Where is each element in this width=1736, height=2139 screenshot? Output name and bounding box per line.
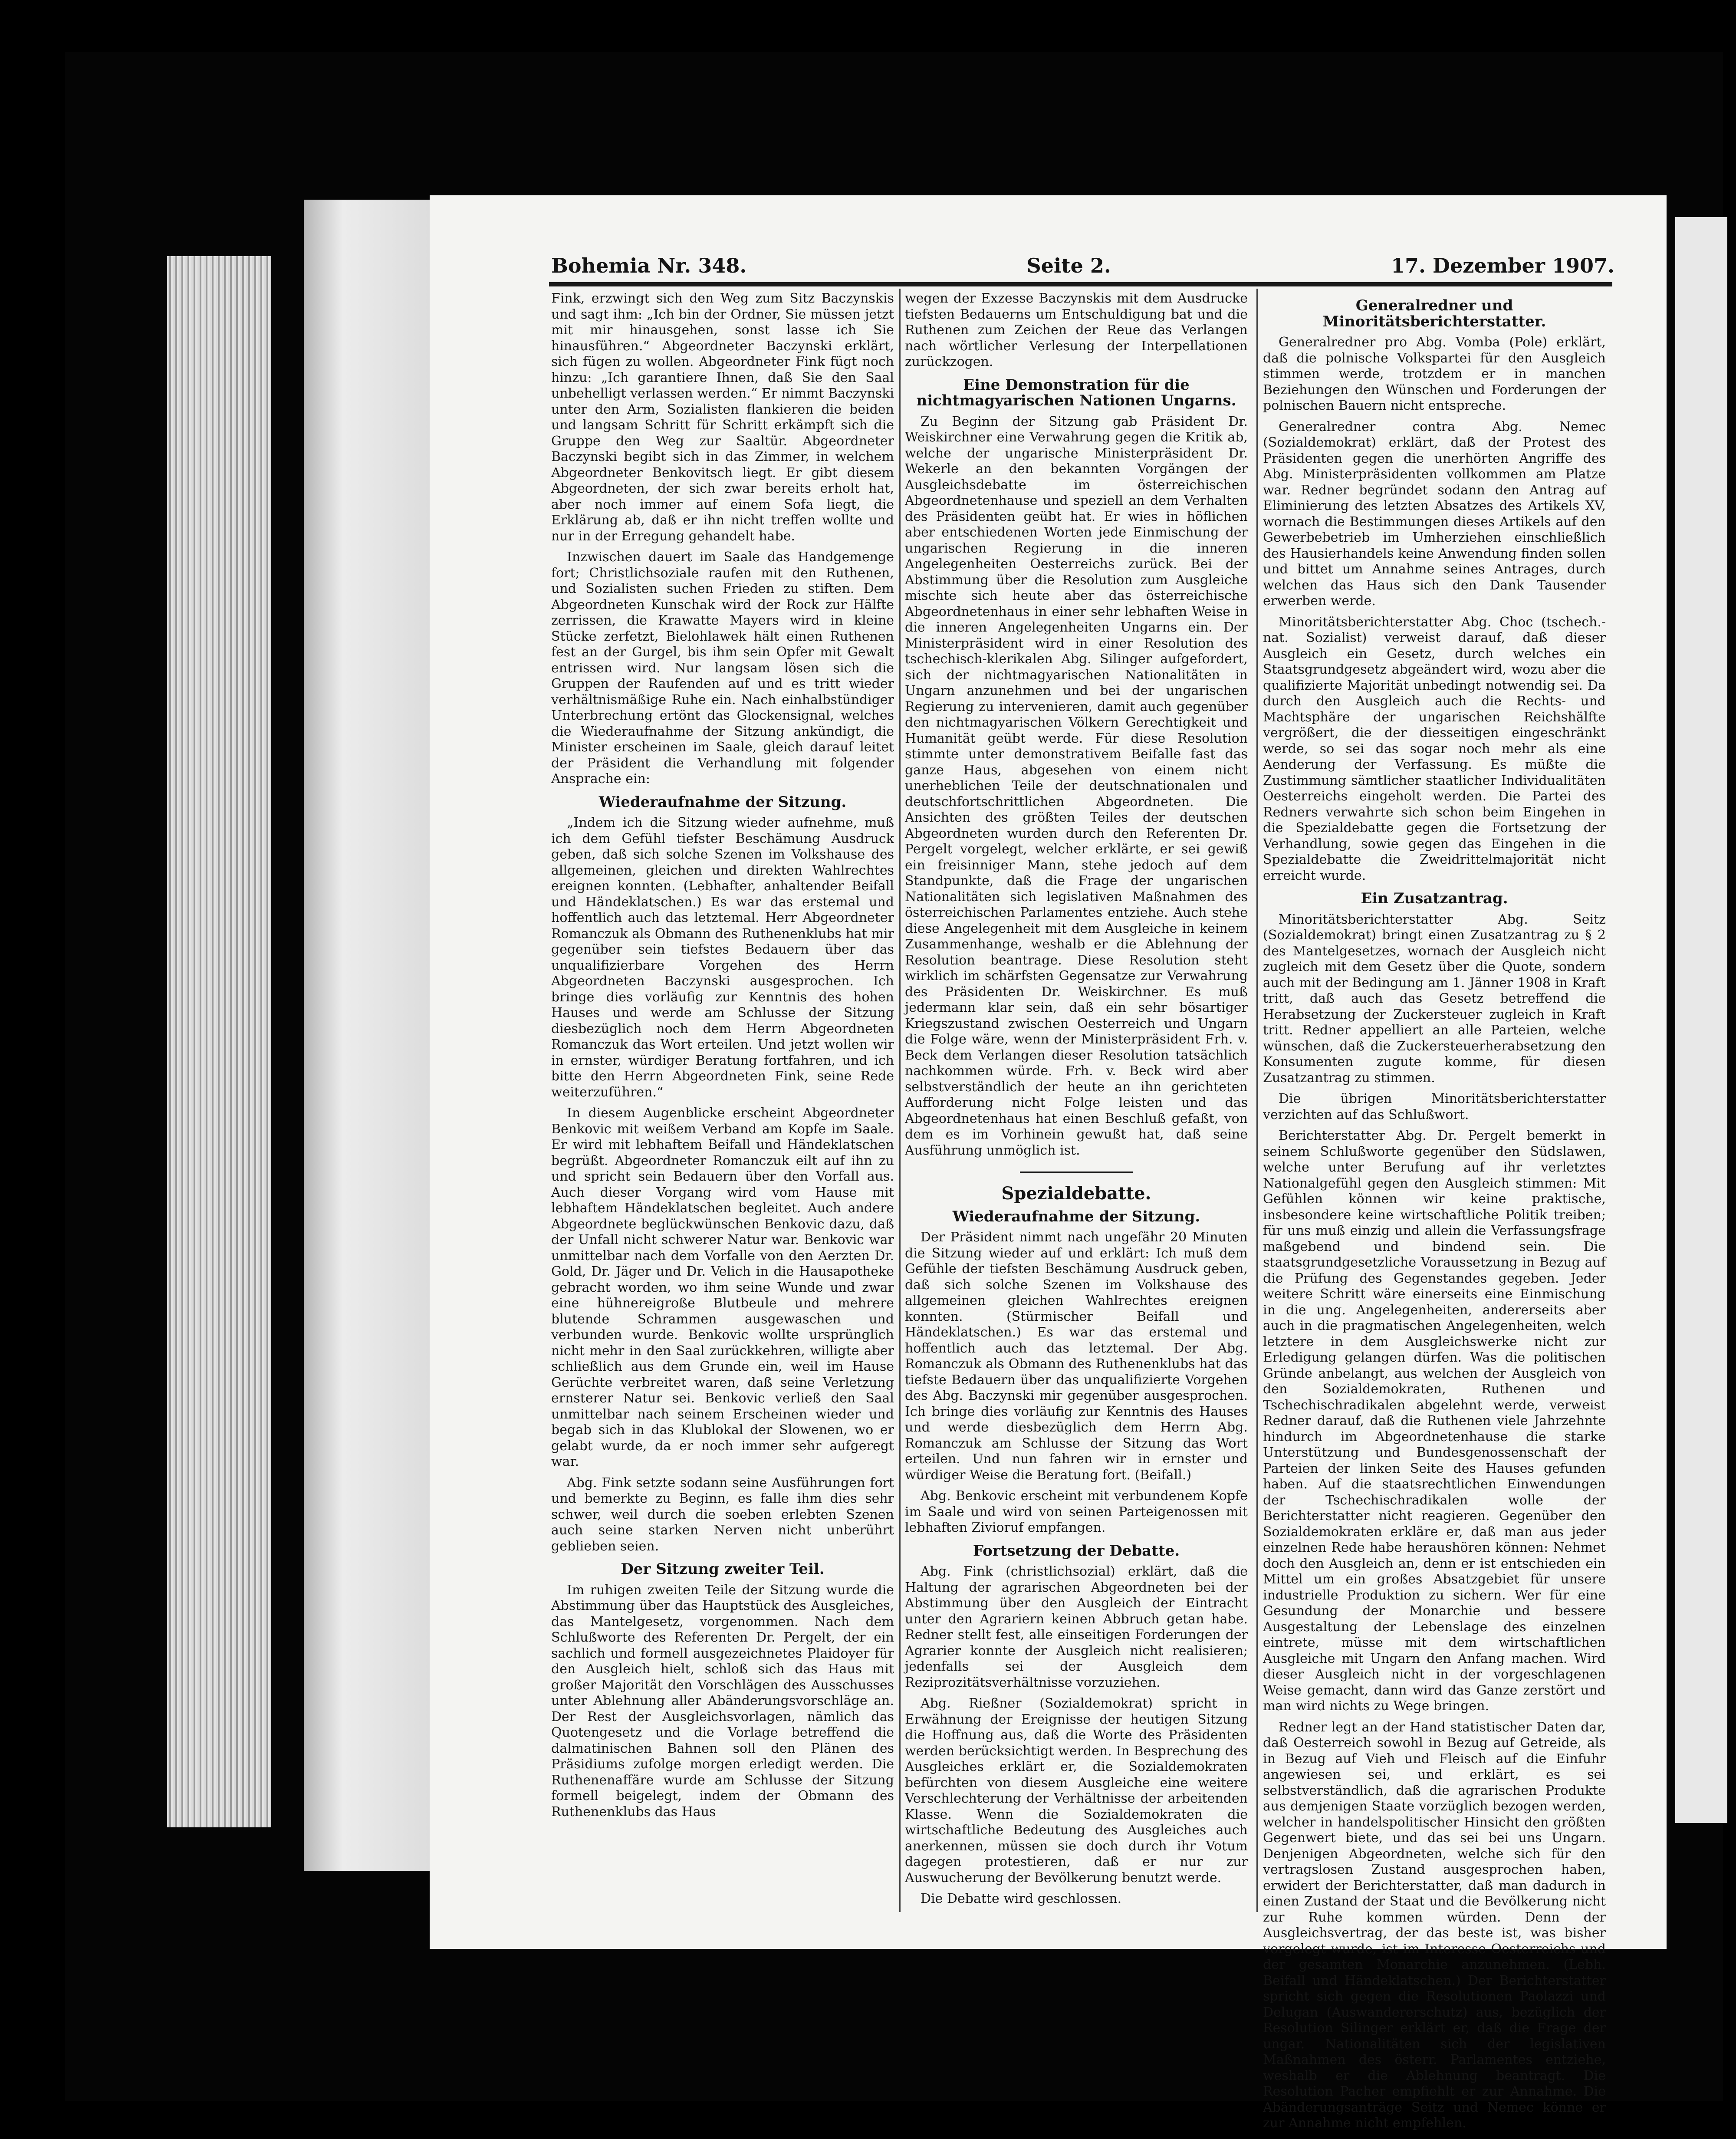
article-paragraph: Der Präsident nimmt nach ungefähr 20 Minuten die Sitzung wieder auf und erklärt: Ich muß dem Gefühle der tiefsten Beschämung Ausdruck geben, daß sich solche Szenen im Volkshause des allgemeinen gleichen Wahlrechtes ereignen konnten. (Stürmischer Beifall und Händeklatschen.) Es war das erstemal und hoffentlich auch das letztemal. Der Abg. Romanczuk als Obmann des Ruthenenklubs hat das tiefste Bedauern über das unqualifizierte Vorgehen des Abg. Baczynski mir gegenüber ausgesprochen. Ich bringe dies vorläufig zur Kenntnis des Hauses und werde diesbezüglich dem Herrn Abg. Romanczuk am Schlusse der Sitzung das Wort erteilen. Und nun fahren wir in ernster und würdiger Weise die Beratung fort. (Beifall.) bbox=[905, 1230, 1248, 1483]
article-paragraph: Generalredner pro Abg. Vomba (Pole) erklärt, daß die polnische Volkspartei für den Ausgleich stimmen werde, trotzdem er in manchen Beziehungen den Wünschen und Forderungen der polnischen Bauern nicht entspreche. bbox=[1263, 335, 1606, 413]
section-heading: Ein Zusatzantrag. bbox=[1361, 890, 1508, 907]
section-heading: Der Sitzung zweiter Teil. bbox=[621, 1560, 825, 1578]
article-paragraph: Inzwischen dauert im Saale das Handgemenge fort; Christlichsoziale raufen mit den Ruthenen, und Sozialisten suchen Frieden zu stiften. Dem Abgeordneten Kunschak wird der Rock zur Hälfte zerrissen, die Krawatte Mayers wird in kleine Stücke zerfetzt, Bielohlawek hält einen Ruthenen fest an der Gurgel, bis ihm sein Opfer mit Gewalt entrissen wird. Nur langsam lösen sich die Gruppen der Raufenden auf und es tritt wieder verhältnismäßige Ruhe ein. Nach einhalbstündiger Unterbrechung ertönt das Glockensignal, welches die Wiederaufnahme der Sitzung ankündigt, die Minister erscheinen im Saale, gleich darauf leitet der Präsident die Verhandlung mit folgender Ansprache ein: bbox=[551, 550, 894, 786]
page-header bbox=[551, 254, 1614, 280]
article-paragraph: Minoritätsberichterstatter Abg. Choc (tschech.-nat. Sozialist) verweist darauf, daß dieser Ausgleich ein Gesetz, durch welches ein Staatsgrundgesetz abgeändert wird, wozu aber die qualifizierte Majorität unbedingt notwendig sei. Da durch den Ausgleich auch die Rechts- und Machtsphäre der ungarischen Reichshälfte vergrößert, die der diesseitigen eingeschränkt werde, so sei das sogar noch mehr als eine Aenderung der Verfassung. Es müßte die Zustimmung sämtlicher staatlicher Individualitäten Oesterreichs eingeholt werden. Die Partei des Redners verwahrte sich schon beim Eingehen in die Spezialdebatte gegen die Fortsetzung der Verhandlung, sowie gegen das Eingehen in die Spezialdebatte die Zweidrittelmajorität nicht erreicht wurde. bbox=[1263, 614, 1606, 883]
section-heading: Wiederaufnahme der Sitzung. bbox=[598, 793, 847, 811]
article-paragraph: Die Debatte wird geschlossen. bbox=[921, 1891, 1122, 1906]
section-heading: Wiederaufnahme der Sitzung. bbox=[952, 1208, 1200, 1225]
section-heading: Fortsetzung der Debatte. bbox=[973, 1542, 1180, 1560]
article-paragraph: Abg. Fink setzte sodann seine Ausführungen fort und bemerkte zu Beginn, es falle ihm dies sehr schwer, weil durch die soeben erlebten Szenen auch seine starken Nerven nicht unberührt geblieben seien. bbox=[551, 1475, 894, 1554]
column-divider bbox=[899, 289, 901, 1912]
section-heading: Eine Demonstration für die nichtmagyarischen Nationen Ungarns. bbox=[916, 376, 1236, 409]
article-paragraph: „Indem ich die Sitzung wieder aufnehme, muß ich dem Gefühl tiefster Beschämung Ausdruck geben, daß sich solche Szenen im Volkshause des allgemeinen, gleichen und direkten Wahlrechtes ereignen konnten. (Lebhafter, anhaltender Beifall und Händeklatschen.) Es war das erstemal und hoffentlich auch das letztemal. Herr Abgeordneter Romanczuk als Obmann des Ruthenenklubs hat mir gegenüber sein tiefstes Bedauern über das unqualifizierbare Vorgehen des Herrn Abgeordneten Baczynski ausgesprochen. Ich bringe dies vorläufig zur Kenntnis des hohen Hauses und werde am Schlusse der Sitzung diesbezüglich noch dem Herrn Abgeordneten Romanczuk das Wort erteilen. Und jetzt wollen wir in ernster, würdiger Beratung fortfahren, und ich bitte den Herrn Abgeordneten Fink, seine Rede weiterzuführen.“ bbox=[551, 815, 894, 1100]
issue-date: 17. Dezember 1907. bbox=[1391, 254, 1614, 277]
article-paragraph: Abg. Fink (christlichsozial) erklärt, daß die Haltung der agrarischen Abgeordneten bei der Abstimmung über den Ausgleich der Eintracht unter den Agrariern keinen Abbruch getan habe. Redner stellt fest, alle einseitigen Forderungen der Agrarier konnte der Ausgleich nicht realisieren; jedenfalls sei der Ausgleich dem Reziprozitätsverhältnisse vorzuziehen. bbox=[905, 1564, 1248, 1690]
article-paragraph: In diesem Augenblicke erscheint Abgeordneter Benkovic mit weißem Verband am Kopfe im Saale. Er wird mit lebhaftem Beifall und Händeklatschen begrüßt. Abgeordneter Romanczuk eilt auf ihn zu und spricht sein Bedauern über den Vorfall aus. Auch dieser Vorgang wird vom Hause mit lebhaftem Händeklatschen begleitet. Auch andere Abgeordnete beglückwünschen Benkovic dazu, daß der Unfall nicht schwerer Natur war. Benkovic war unmittelbar nach dem Vorfalle von den Aerzten Dr. Gold, Dr. Jäger und Dr. Velich in die Hausapotheke gebracht worden, wo ihm seine Wunde und zwar eine hühnereigroße Blutbeule und mehrere blutende Schrammen ausgewaschen und verbunden wurde. Benkovic wollte ursprünglich nicht mehr in den Saal zurückkehren, willigte aber schließlich aus dem Grunde ein, weil im Hause Gerüchte verbreitet waren, daß seine Verletzung ernsterer Natur sei. Benkovic verließ den Saal unmittelbar nach seinem Erscheinen wieder und begab sich in das Klublokal der Slowenen, wo er gelabt wurde, da er noch immer sehr aufgeregt war. bbox=[551, 1106, 894, 1469]
article-paragraph: Abg. Rießner (Sozialdemokrat) spricht in Erwähnung der Ereignisse der heutigen Sitzung die Hoffnung aus, daß die Worte des Präsidenten werden berücksichtigt werden. In Besprechung des Ausgleiches erklärt er, die Sozialdemokraten befürchten von diesem Ausgleiche eine weitere Verschlechterung der Verhältnisse der arbeitenden Klasse. Wenn die Sozialdemokraten die wirtschaftliche Bedeutung des Ausgleiches auch anerkennen, müssen sie doch durch ihr Votum dagegen protestieren, daß er nur zur Auswucherung der Bevölkerung benutzt werde. bbox=[905, 1696, 1248, 1886]
article-paragraph: Abg. Benkovic erscheint mit verbundenem Kopfe im Saale und wird von seinen Parteigenossen mit lebhaften Zivioruf empfangen. bbox=[905, 1488, 1248, 1535]
article-paragraph: Die übrigen Minoritätsberichterstatter verzichten auf das Schlußwort. bbox=[1263, 1091, 1606, 1122]
column-3 bbox=[1263, 291, 1606, 2131]
article-paragraph: Minoritätsberichterstatter Abg. Seitz (Sozialdemokrat) bringt einen Zusatzantrag zu § 2 des Mantelgesetzes, wornach der Ausgleich nicht zugleich mit dem Gesetz über die Quote, sondern auch mit der Bedingung am 1. Jänner 1908 in Kraft tritt, daß auch das Gesetz betreffend die Herabsetzung der Zuckersteuer zugleich in Kraft tritt. Redner appelliert an alle Parteien, welche wünschen, daß die Zuckersteuerherabsetzung den Konsumenten zugute komme, für diesen Zusatzantrag zu stimmen. bbox=[1263, 912, 1606, 1086]
article-paragraph: Im ruhigen zweiten Teile der Sitzung wurde die Abstimmung über das Hauptstück des Ausgleiches, das Mantelgesetz, vorgenommen. Nach dem Schlußworte des Referenten Dr. Pergelt, der ein sachlich und formell ausgezeichnetes Plaidoyer für den Ausgleich hielt, schloß sich das Haus mit großer Majorität den Vorschlägen des Ausschusses unter Ablehnung aller Abänderungsvorschläge an. Der Rest der Ausgleichsvorlagen, nämlich das Quotengesetz und die Vorlage betreffend die dalmatinischen Bahnen soll den Plänen des Präsidiums zufolge morgen erledigt werden. Die Ruthenenaffäre wurde am Schlusse der Sitzung formell beigelegt, indem der Obmann des Ruthenenklubs das Haus bbox=[551, 1582, 894, 1820]
page-number: Seite 2. bbox=[1026, 254, 1111, 277]
book-binding bbox=[304, 200, 434, 1871]
adjacent-page-edge bbox=[1675, 217, 1727, 1823]
column-divider bbox=[1256, 289, 1258, 1912]
newspaper-issue: Bohemia Nr. 348. bbox=[551, 254, 747, 277]
article-paragraph: wegen der Exzesse Baczynskis mit dem Ausdrucke tiefsten Bedauerns um Entschuldigung bat und die Ruthenen zum Zeichen der Reue das Verlangen nach wörtlicher Verlesung der Interpellationen zurückzogen. bbox=[905, 291, 1248, 369]
column-2 bbox=[905, 291, 1248, 1905]
article-paragraph: Redner legt an der Hand statistischer Daten dar, daß Oesterreich sowohl in Bezug auf Getreide, als in Bezug auf Vieh und Fleisch auf die Einfuhr angewiesen sei, und erklärt, es sei selbstverständlich, daß die agrarischen Produkte aus demjenigen Staate vorzüglich bezogen werden, welcher in handelspolitischer Hinsicht den größten Gegenwert biete, und das sei bei uns Ungarn. Denjenigen Abgeordneten, welche sich für den vertragslosen Zustand ausgesprochen haben, erwidert der Berichterstatter, daß man dadurch in einen Zustand der Staat und die Bevölkerung nicht zur Ruhe kommen würden. Denn der Ausgleichsvertrag, der das beste ist, was bisher vorgelegt wurde, ist im Interesse Oesterreichs und der gesamten Monarchie anzunehmen. (Lebh. Beifall und Händeklatschen.) Der Berichterstatter spricht sich gegen die Resolutionen Paolazzi und Delugan (Auswandererschutz) aus, bezüglich der Resolution Silinger erklärt er, daß die Frage der ungar. Nationalitäten sich der legislativen Maßnahmen des österr. Parlamentes entziehe, weshalb er die Ablehnung beantragt. Die Resolution Pacher empfiehlt er zur Annahme. Die Abänderungsanträge Seitz und Nemec könne er zur Annahme nicht empfehlen. bbox=[1263, 1719, 1606, 2131]
article-paragraph: Fink, erzwingt sich den Weg zum Sitz Baczynskis und sagt ihm: „Ich bin der Ordner, Sie müssen jetzt mit mir hinausgehen, sonst lasse ich Sie hinausführen.“ Abgeordneter Baczynski erklärt, sich fügen zu wollen. Abgeordneter Fink fügt noch hinzu: „Ich garantiere Ihnen, daß Sie den Saal unbehelligt verlassen werden.“ Er nimmt Baczynski unter den Arm, Sozialisten flankieren die beiden und langsam Schritt für Schritt erkämpft sich die Gruppe den Weg zur Saaltür. Abgeordneter Baczynski begibt sich in das Zimmer, in welchem Abgeordneter Benkovitsch liegt. Er gibt diesem Abgeordneten, der sich zwar bereits erholt hat, aber noch immer auf einem Sofa liegt, die Erklärung ab, daß er ihn nicht treffen wollte und nur in der Erregung gehandelt habe. bbox=[551, 291, 894, 544]
column-1 bbox=[551, 291, 894, 1905]
article-paragraph: Berichterstatter Abg. Dr. Pergelt bemerkt in seinem Schlußworte gegenüber den Südslawen, welche unter Berufung auf ihr verletztes Nationalgefühl gegen den Ausgleich stimmen: Mit Gefühlen können wir keine praktische, insbesondere keine wirtschaftliche Politik treiben; für uns muß einzig und allein die Verfassungsfrage maßgebend und bindend sein. Die staatsgrundgesetzliche Voraussetzung in Bezug auf die Prüfung des Gegenstandes gegeben. Jeder weitere Schritt wäre einerseits eine Einmischung in die ung. Angelegenheiten, andererseits aber auch in die pragmatischen Angelegenheiten, welch letztere in dem Ausgleichswerke nicht zur Erledigung gelangen dürfen. Was die politischen Gründe anbelangt, aus welchen der Ausgleich von den Sozialdemokraten, Ruthenen und Tschechischradikalen abgelehnt werde, verweist Redner darauf, daß die Ruthenen viele Jahrzehnte hindurch im Abgeordnetenhause die starke Unterstützung und Bundesgenossenschaft der Parteien der linken Seite des Hauses gefunden haben. Auf die staatsrechtlichen Einwendungen der Tschechischradikalen wolle der Berichterstatter nicht reagieren. Gegenüber den Sozialdemokraten erkläre er, daß man aus jeder einzelnen Rede habe heraushören können: Nehmet doch den Ausgleich an, denn er ist entschieden ein Mittel um ein großes Absatzgebiet für unsere industrielle Produktion zu sichern. Wer für eine Gesundung der Monarchie und bessere Ausgestaltung der Lebenslage des einzelnen eintrete, müsse mit dem wirtschaftlichen Ausgleiche mit Ungarn den Anfang machen. Wird dieser Ausgleich nicht in der vorgeschlagenen Weise gemacht, dann wird das Ganze zerstört und man wird nichts zu Wege bringen. bbox=[1263, 1128, 1606, 1714]
section-heading: Generalredner und Minoritätsberichterstatter. bbox=[1322, 297, 1546, 330]
header-rule bbox=[549, 282, 1612, 286]
article-paragraph: Zu Beginn der Sitzung gab Präsident Dr. Weiskirchner eine Verwahrung gegen die Kritik ab, welche der ungarische Ministerpräsident Dr. Wekerle an den bekannten Vorgängen der Ausgleichsdebatte im österreichischen Abgeordnetenhause und speziell an dem Verhalten des Präsidenten geübt hat. Er wies in höflichen aber entschiedenen Worten jede Einmischung der ungarischen Regierung in die inneren Angelegenheiten Oesterreichs zurück. Bei der Abstimmung über die Resolution zum Ausgleiche mischte sich heute aber das österreichische Abgeordnetenhaus in einer sehr lebhaften Weise in die inneren Angelegenheiten Ungarns ein. Der Ministerpräsident wird in einer Resolution des tschechisch-klerikalen Abg. Silinger aufgefordert, sich der nichtmagyarischen Nationalitäten in Ungarn anzunehmen und bei der ungarischen Regierung zu intervenieren, damit auch gegenüber den nichtmagyarischen Völkern Gerechtigkeit und Humanität geübt werde. Für diese Resolution stimmte unter demonstrativem Beifalle fast das ganze Haus, abgesehen von einem nicht unerheblichen Teile der deutschnationalen und deutschfortschrittlichen Abgeordneten. Die Ansichten des größten Teiles der deutschen Abgeordneten wurden durch den Referenten Dr. Pergelt vorgelegt, welcher erklärte, er sei gewiß ein freisinniger Mann, stehe jedoch auf dem Standpunkte, daß die Frage der ungarischen Nationalitäten sich legislativen Maßnahmen des österreichischen Parlamentes entziehe. Auch stehe diese Angelegenheit mit dem Ausgleiche in keinem Zusammenhange, weshalb er die Ablehnung der Resolution beantrage. Diese Resolution steht wirklich im schärfsten Gegensatze zur Verwahrung des Präsidenten Dr. Weiskirchner. Es muß jedermann klar sein, daß ein sehr bösartiger Kriegszustand zwischen Oesterreich und Ungarn die Folge wäre, wenn der Ministerpräsident Frh. v. Beck dem Verlangen dieser Resolution tatsächlich nachkommen würde. Frh. v. Beck wird aber selbstverständlich der heute an ihn gerichteten Aufforderung nicht Folge leisten und das Abgeordnetenhaus hat einen Beschluß gefaßt, von dem es im Vorhinein gewußt hat, daß seine Ausführung unmöglich ist. bbox=[905, 414, 1248, 1158]
article-paragraph: Generalredner contra Abg. Nemec (Sozialdemokrat) erklärt, daß der Protest des Präsidenten gegen die unerhörten Angriffe des Abg. Ministerpräsidenten vollkommen am Platze war. Redner begründet sodann den Antrag auf Eliminierung des letzten Absatzes des Artikels XV, wornach die Bestimmungen dieses Artikels auf den Gewerbebetrieb im Umherziehen einschließlich des Hausierhandels keine Anwendung finden sollen und bittet um Annahme seines Antrages, durch welchen das Haus sich den Dank Tausender erwerben werde. bbox=[1263, 419, 1606, 609]
main-heading: Spezialdebatte. bbox=[1001, 1183, 1151, 1204]
section-separator bbox=[1020, 1172, 1133, 1173]
book-page-edges bbox=[167, 256, 271, 1827]
